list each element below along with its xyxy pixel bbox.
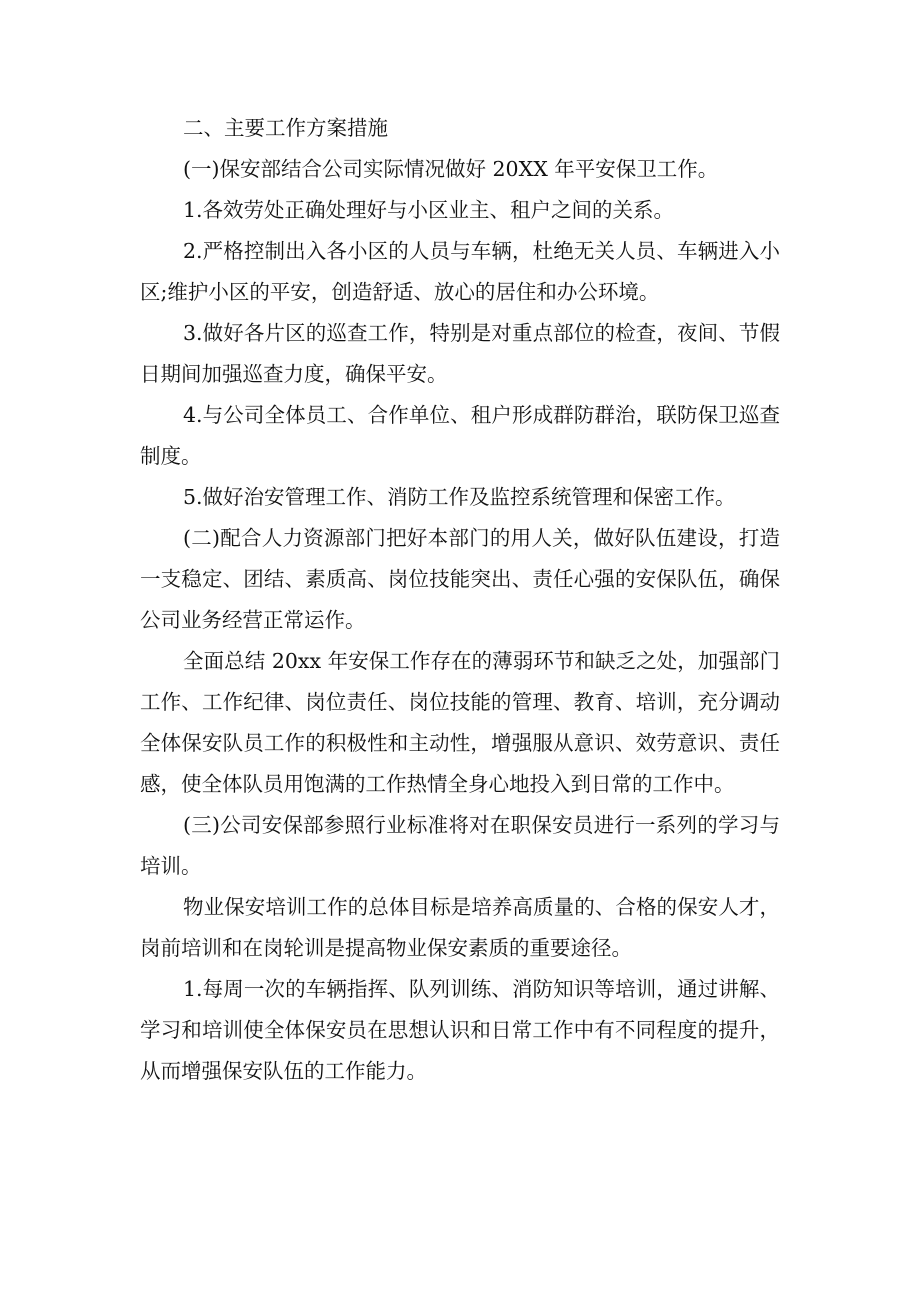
- paragraph-item-1: (一)保安部结合公司实际情况做好 20XX 年平安保卫工作。: [183, 157, 719, 181]
- paragraph-item-7: (二)配合人力资源部门把好本部门的用人关，做好队伍建设，打造一支稳定、团结、素质高、岗位技能突出、责任心强的安保队伍，确保公司业务经营正常运作。: [140, 526, 780, 632]
- paragraph-item-5: 4.与公司全体员工、合作单位、租户形成群防群治，联防保卫巡查制度。: [140, 403, 780, 468]
- section-heading: 二、主要工作方案措施: [183, 116, 388, 140]
- paragraph-item-10: 物业保安培训工作的总体目标是培养高质量的、合格的保安人才，岗前培训和在岗轮训是提高物业保安素质的重要途径。: [140, 895, 780, 960]
- document-body: [140, 108, 780, 1092]
- paragraph-item-9: (三)公司安保部参照行业标准将对在职保安员进行一系列的学习与培训。: [140, 813, 780, 878]
- paragraph-item-6: 5.做好治安管理工作、消防工作及监控系统管理和保密工作。: [183, 485, 736, 509]
- paragraph-item-2: 1.各效劳处正确处理好与小区业主、租户之间的关系。: [183, 198, 675, 222]
- paragraph-item-8: 全面总结 20xx 年安保工作存在的薄弱环节和缺乏之处，加强部门工作、工作纪律、岗位责任、岗位技能的管理、教育、培训，充分调动全体保安队员工作的积极性和主动性，增强服从意识、效劳意识、责任感，使全体队员用饱满的工作热情全身心地投入到日常的工作中。: [140, 649, 780, 796]
- paragraph-item-4: 3.做好各片区的巡查工作，特别是对重点部位的检查，夜间、节假日期间加强巡查力度，确保平安。: [140, 321, 780, 386]
- paragraph-item-3: 2.严格控制出入各小区的人员与车辆，杜绝无关人员、车辆进入小区;维护小区的平安，创造舒适、放心的居住和办公环境。: [140, 239, 780, 304]
- paragraph-item-11: 1.每周一次的车辆指挥、队列训练、消防知识等培训，通过讲解、学习和培训使全体保安员在思想认识和日常工作中有不同程度的提升，从而增强保安队伍的工作能力。: [140, 977, 780, 1083]
